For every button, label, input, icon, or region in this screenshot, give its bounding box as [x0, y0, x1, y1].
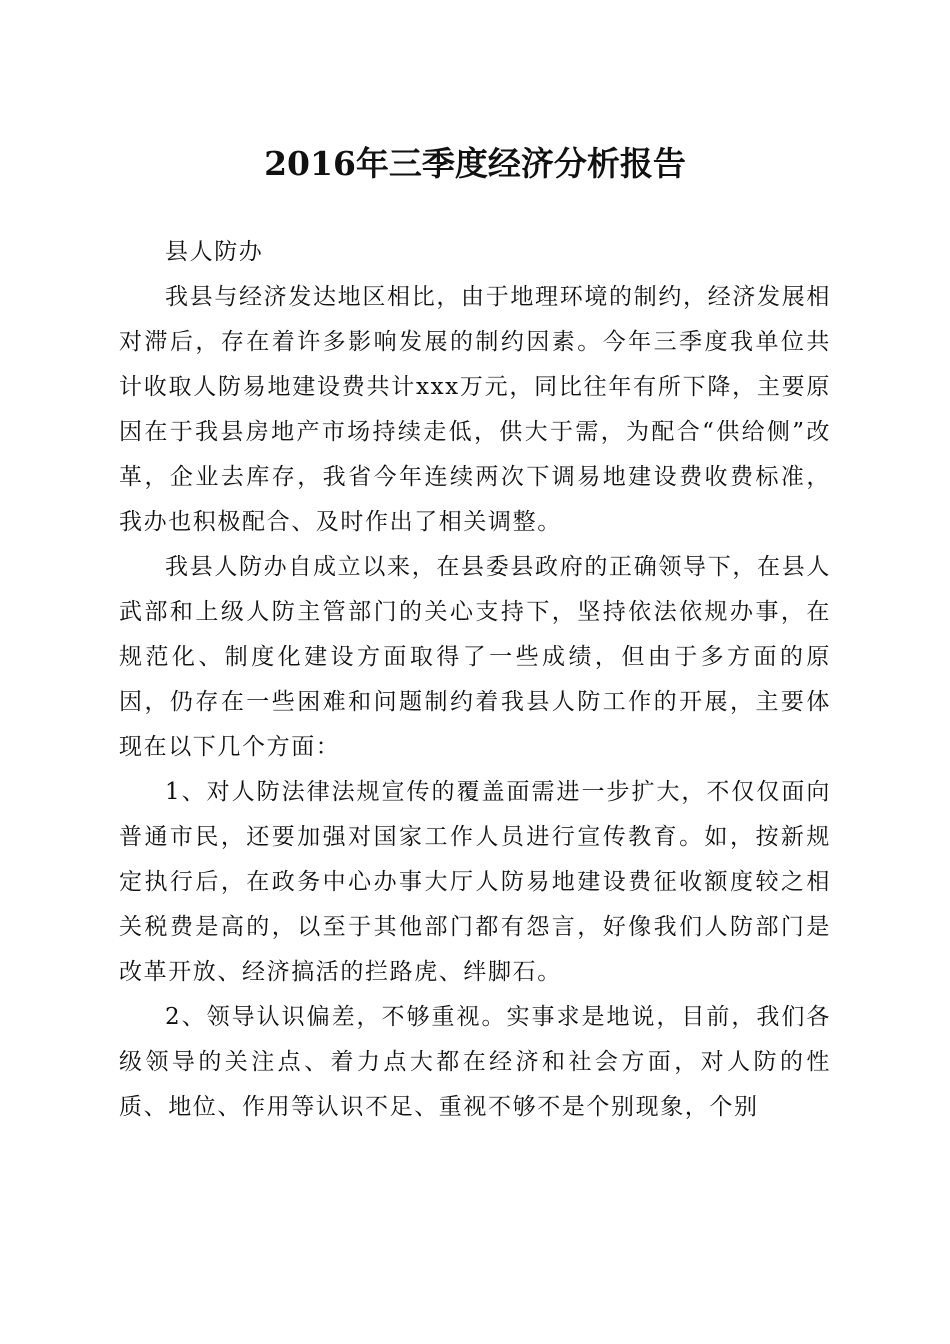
document-title: 2016年三季度经济分析报告 [264, 144, 686, 183]
paragraph: 我县人防办自成立以来，在县委县政府的正确领导下，在县人武部和上级人防主管部门的关心支持下，坚持依法依规办事，在规范化、制度化建设方面取得了一些成绩，但由于多方面的原因，仍存在一些困难和问题制约着我县人防工作的开展，主要体现在以下几个方面： [119, 554, 831, 760]
paragraph: 2、领导认识偏差，不够重视。实事求是地说，目前，我们各级领导的关注点、着力点大都在经济和社会方面，对人防的性质、地位、作用等认识不足、重视不够不是个别现象，个别 [119, 1004, 831, 1120]
paragraph: 我县与经济发达地区相比，由于地理环境的制约，经济发展相对滞后，存在着许多影响发展的制约因素。今年三季度我单位共计收取人防易地建设费共计xxx万元，同比往年有所下降，主要原因在于我县房地产市场持续走低，供大于需，为配合“供给侧”改革，企业去库存，我省今年连续两次下调易地建设费收费标准，我办也积极配合、及时作出了相关调整。 [119, 284, 831, 535]
author-line: 县人防办 [165, 239, 264, 265]
document-body [119, 230, 831, 1130]
paragraph: 1、对人防法律法规宣传的覆盖面需进一步扩大，不仅仅面向普通市民，还要加强对国家工作人员进行宣传教育。如，按新规定执行后，在政务中心办事大厅人防易地建设费征收额度较之相关税费是高的，以至于其他部门都有怨言，好像我们人防部门是改革开放、经济搞活的拦路虎、绊脚石。 [119, 779, 831, 985]
